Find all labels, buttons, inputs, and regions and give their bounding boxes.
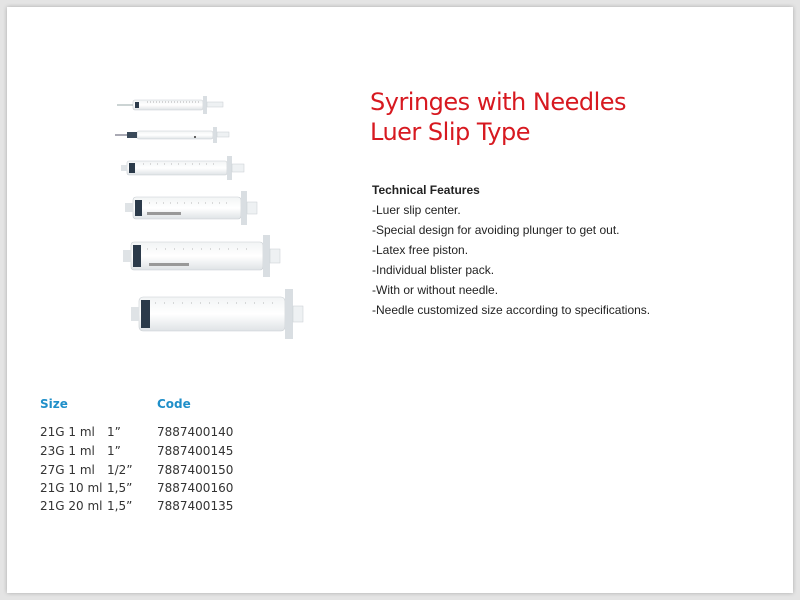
code-cell: 7887400160 bbox=[157, 481, 234, 495]
size-cell: 21G 10 ml bbox=[40, 481, 103, 495]
size-header: Size bbox=[40, 397, 68, 411]
syringe-5 bbox=[123, 235, 280, 277]
feature-item: -Needle customized size according to specifications. bbox=[372, 303, 651, 317]
feature-item: -Special design for avoiding plunger to get out. bbox=[372, 223, 620, 237]
feature-item: -With or without needle. bbox=[372, 283, 499, 297]
technical-features bbox=[372, 180, 650, 320]
needle-length-cell: 1,5” bbox=[107, 481, 133, 495]
size-cell: 21G 1 ml bbox=[40, 425, 95, 439]
syringe-6 bbox=[131, 289, 303, 339]
needle-length-cell: 1” bbox=[107, 444, 121, 458]
title-line-1: Syringes with Needles bbox=[370, 88, 627, 116]
size-cell: 21G 20 ml bbox=[40, 499, 103, 513]
size-cell: 27G 1 ml bbox=[40, 463, 95, 477]
feature-item: -Individual blister pack. bbox=[372, 263, 495, 277]
needle-length-cell: 1/2” bbox=[107, 463, 133, 477]
syringe-3 bbox=[121, 156, 244, 180]
code-cell: 7887400150 bbox=[157, 463, 234, 477]
code-cell: 7887400140 bbox=[157, 425, 234, 439]
syringe-2 bbox=[115, 127, 229, 143]
features-heading: Technical Features bbox=[372, 183, 480, 197]
syringe-1 bbox=[117, 96, 223, 114]
code-cell: 7887400145 bbox=[157, 444, 234, 458]
feature-item: -Latex free piston. bbox=[372, 243, 469, 257]
size-cell: 23G 1 ml bbox=[40, 444, 95, 458]
title-line-2: Luer Slip Type bbox=[370, 118, 530, 146]
needle-length-cell: 1” bbox=[107, 425, 121, 439]
code-cell: 7887400135 bbox=[157, 499, 234, 513]
code-header: Code bbox=[157, 397, 191, 411]
feature-item: -Luer slip center. bbox=[372, 203, 461, 217]
needle-length-cell: 1,5” bbox=[107, 499, 133, 513]
page bbox=[7, 7, 793, 593]
syringe-4 bbox=[125, 191, 257, 225]
product-title bbox=[370, 87, 626, 147]
syringes-product-image bbox=[107, 87, 307, 357]
